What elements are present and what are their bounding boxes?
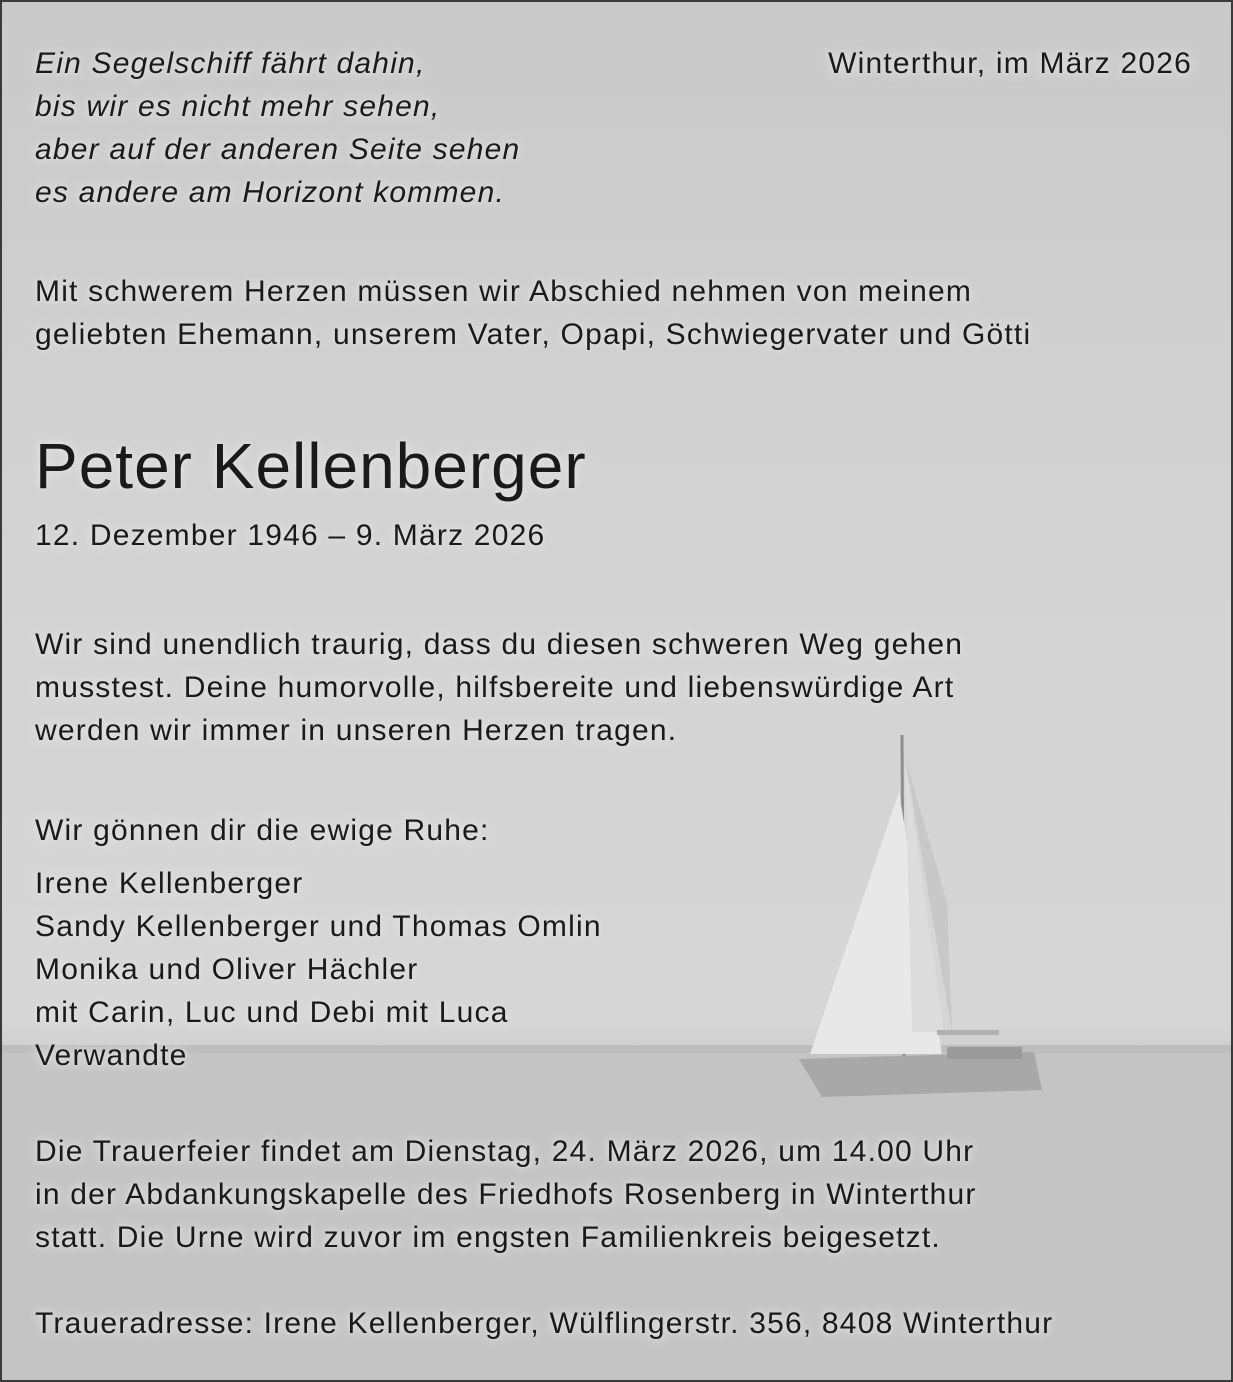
tribute-line: werden wir immer in unseren Herzen tragen.: [35, 714, 678, 747]
poem-line: es andere am Horizont kommen.: [35, 176, 505, 209]
poem: [35, 42, 520, 214]
intro-text: [35, 270, 1031, 356]
mourning-address: Traueradresse: Irene Kellenberger, Wülflingerstr. 356, 8408 Winterthur: [35, 1307, 1054, 1340]
poem-line: bis wir es nicht mehr sehen,: [35, 90, 441, 123]
service-line: Die Trauerfeier findet am Dienstag, 24. März 2026, um 14.00 Uhr: [35, 1135, 975, 1168]
mourners-heading: Wir gönnen dir die ewige Ruhe:: [35, 814, 490, 847]
tribute-line: Wir sind unendlich traurig, dass du diesen schweren Weg gehen: [35, 628, 964, 661]
service-line: in der Abdankungskapelle des Friedhofs Rosenberg in Winterthur: [35, 1178, 977, 1211]
place-date: Winterthur, im März 2026: [828, 47, 1192, 80]
intro-line: geliebten Ehemann, unserem Vater, Opapi, Schwiegervater und Götti: [35, 318, 1032, 351]
deceased-name: Peter Kellenberger: [35, 430, 587, 502]
mourner: Sandy Kellenberger und Thomas Omlin: [35, 910, 602, 943]
service-info: [35, 1130, 977, 1259]
mourners-list: [35, 862, 602, 1077]
poem-line: aber auf der anderen Seite sehen: [35, 133, 521, 166]
tribute-text: [35, 623, 963, 752]
tribute-line: musstest. Deine humorvolle, hilfsbereite und liebenswürdige Art: [35, 671, 955, 704]
boom: [937, 1030, 999, 1035]
poem-line: Ein Segelschiff fährt dahin,: [35, 47, 426, 80]
mourner: Irene Kellenberger: [35, 867, 304, 900]
mourner: Monika und Oliver Hächler: [35, 953, 419, 986]
mourner: Verwandte: [35, 1039, 188, 1072]
life-dates: 12. Dezember 1946 – 9. März 2026: [35, 519, 546, 552]
mourner: mit Carin, Luc und Debi mit Luca: [35, 996, 509, 1029]
intro-line: Mit schwerem Herzen müssen wir Abschied nehmen von meinem: [35, 275, 973, 308]
service-line: statt. Die Urne wird zuvor im engsten Familienkreis beigesetzt.: [35, 1221, 941, 1254]
cabin: [947, 1047, 1022, 1059]
